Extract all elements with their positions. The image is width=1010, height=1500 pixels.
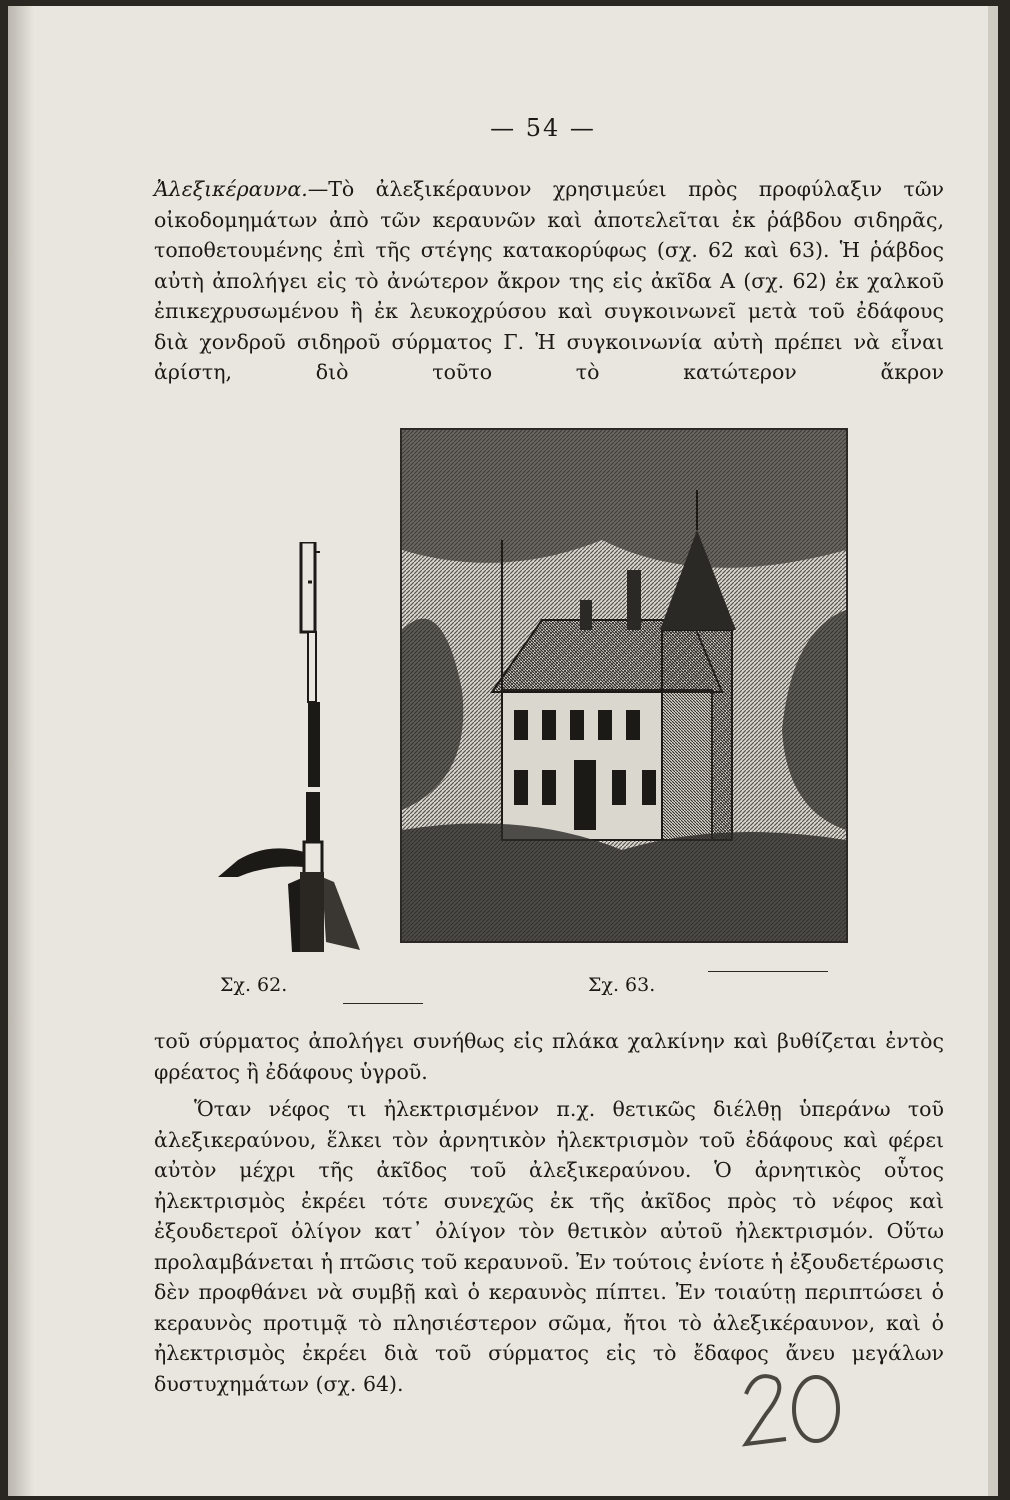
paragraph-3: Ὅταν νέφος τι ἠλεκτρισμένον π.χ. θετικῶς διέλθῃ ὑπεράνω τοῦ ἀλεξικεραύνου, ἕλκει τὸν ἀρνητικὸν ἠλεκτρισμὸν τοῦ ἐδάφους καὶ φέρει αὐτὸν μέχρι τῆς ἀκῖδος τοῦ ἀλεξικεραύνου. Ὁ ἀρνητικὸς οὗτος ἠλεκτρισμὸς ἐκρέει τότε συνεχῶς ἐκ τῆς ἀκῖδος πρὸς τὸ νέφος καὶ ἐξουδετεροῖ ὀλίγον κατ᾿ ὀλίγον τὸν θετικὸν αὐτοῦ ἠλεκτρισμόν. Οὕτω προλαμβάνεται ἡ πτῶσις τοῦ κεραυνοῦ. Ἐν τούτοις ἐνίοτε ἡ ἐξουδετέρωσις δὲν προφθάνει νὰ συμβῇ καὶ ὁ κεραυνὸς πίπτει. Ἐν τοιαύτῃ περιπτώσει ὁ κεραυνὸς προτιμᾷ τὸ πλησιέστερον σῶμα, ἤτοι τὸ ἀλεξικέραυνον, καὶ ὁ ἠλεκτρισμὸς ἐκρέει διὰ τοῦ σύρματος εἰς τὸ ἔδαφος ἄνευ μεγάλων δυστυχημάτων (σχ. 64). bbox=[154, 1097, 944, 1396]
lightning-rod-figure bbox=[208, 542, 368, 962]
house-engraving bbox=[402, 430, 846, 941]
divider-line bbox=[708, 971, 828, 972]
paragraph-2: τοῦ σύρματος ἀπολήγει συνήθως εἰς πλάκα χαλκίνην καὶ βυθίζεται ἐντὸς φρέατος ἢ ἐδάφους ὑγροῦ. bbox=[154, 1029, 944, 1084]
section-heading: Ἀλεξικέραυνα. bbox=[154, 177, 308, 201]
paragraph-lightning-rods bbox=[154, 174, 944, 388]
page-number: — 54 — bbox=[490, 114, 596, 142]
house-engraving-figure bbox=[400, 428, 848, 943]
divider-line bbox=[343, 1003, 423, 1004]
book-page bbox=[8, 6, 998, 1496]
handwritten-page-mark bbox=[736, 1364, 856, 1454]
figure-62-caption: Σχ. 62. bbox=[220, 974, 288, 996]
paragraph-1-text: —Τὸ ἀλεξικέραυνον χρησιμεύει πρὸς προφύλαξιν τῶν οἰκοδομημάτων ἀπὸ τῶν κεραυνῶν καὶ ἀποτελεῖται ἐκ ῥάβδου σιδηρᾶς, τοποθετουμένης ἐπὶ τῆς στέγης κατακορύφως (σχ. 62 καὶ 63). Ἡ ῥάβδος αὐτὴ ἀπολήγει εἰς τὸ ἀνώτερον ἄκρον της εἰς ἀκῖδα Α (σχ. 62) ἐκ χαλκοῦ ἐπικεχρυσωμένου ἢ ἐκ λευκοχρύσου καὶ συγκοινωνεῖ μετὰ τοῦ ἐδάφους διὰ χονδροῦ σιδηροῦ σύρματος Γ. Ἡ συγκοινωνία αὐτὴ πρέπει νὰ εἶναι ἀρίστη, διὸ τοῦτο τὸ κατώτερον ἄκρον bbox=[154, 177, 944, 384]
figure-63-caption: Σχ. 63. bbox=[588, 974, 656, 996]
